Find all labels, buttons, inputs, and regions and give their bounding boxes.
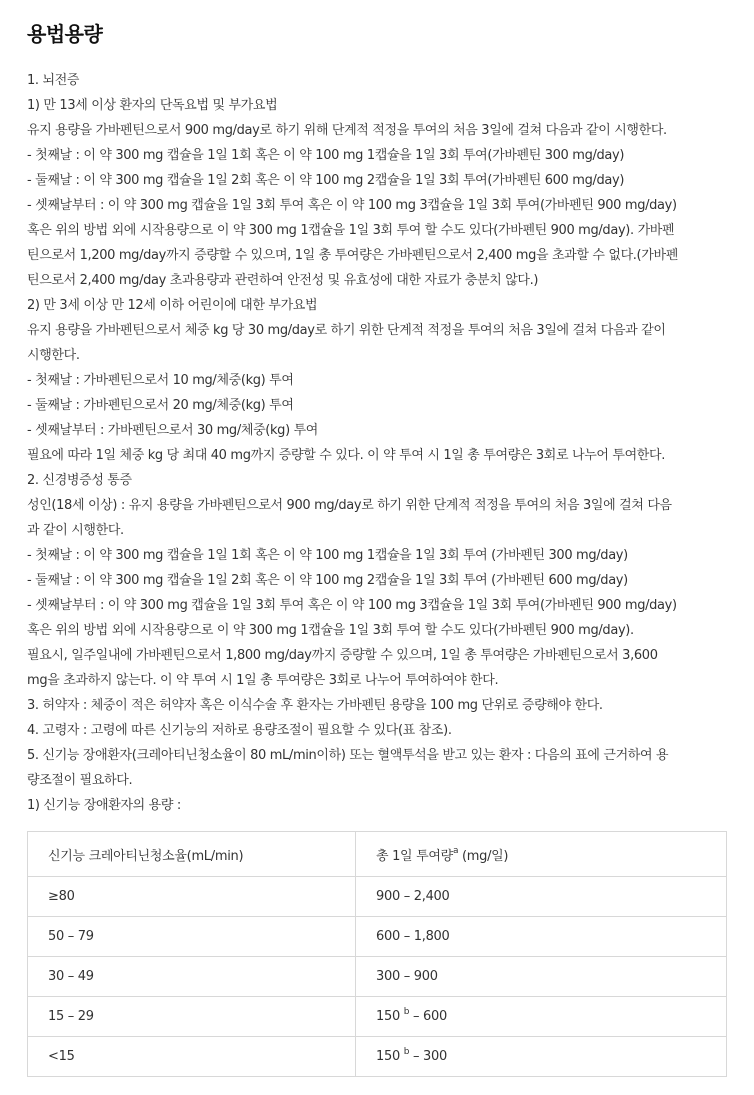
dose-value: 900 – 2,400 [376,889,450,904]
text-line: 혹은 위의 방법 외에 시작용량으로 이 약 300 mg 1캡슐을 1일 3회 투여 할 수도 있다(가바펜틴 900 mg/day). [27,623,634,638]
dose-value-max: – 300 [409,1049,447,1064]
text-line: 량조절이 필요하다. [27,773,133,788]
renal-dose-table [27,831,727,1077]
dose-cell [356,1037,727,1077]
table-header-row [28,832,727,877]
text-line: 1. 뇌전증 [27,73,80,88]
section-title: 용법용량 [27,22,103,46]
dosage-body [27,68,727,818]
text-line: 5. 신기능 장애환자(크레아티닌청소율이 80 mL/min이하) 또는 혈액투석을 받고 있는 환자 : 다음의 표에 근거하여 용 [27,748,669,763]
text-line: - 셋째날부터 : 가바펜틴으로서 30 mg/체중(kg) 투여 [27,423,319,438]
clearance-cell: <15 [28,1037,356,1077]
text-line: 4. 고령자 : 고령에 따른 신기능의 저하로 용량조절이 필요할 수 있다(표 참조). [27,723,452,738]
dose-value: 300 – 900 [376,969,438,984]
clearance-cell: 50 – 79 [28,917,356,957]
text-line: - 첫째날 : 가바펜틴으로서 10 mg/체중(kg) 투여 [27,373,294,388]
dose-value-max: – 600 [409,1009,447,1024]
text-line: 과 같이 시행한다. [27,523,124,538]
text-line: 틴으로서 2,400 mg/day 초과용량과 관련하여 안전성 및 유효성에 대한 자료가 충분치 않다.) [27,273,539,288]
header-daily-dose [356,832,727,877]
text-line: 혹은 위의 방법 외에 시작용량으로 이 약 300 mg 1캡슐을 1일 3회 투여 할 수도 있다(가바펜틴 900 mg/day). 가바펜 [27,223,675,238]
text-line: - 셋째날부터 : 이 약 300 mg 캡슐을 1일 3회 투여 혹은 이 약 100 mg 3캡슐을 1일 3회 투여(가바펜틴 900 mg/day) [27,198,677,213]
text-line: 1) 만 13세 이상 환자의 단독요법 및 부가요법 [27,98,278,113]
text-line: 필요시, 일주일내에 가바펜틴으로서 1,800 mg/day까지 증량할 수 있으며, 1일 총 투여량은 가바펜틴으로서 3,600 [27,648,658,663]
footnote-marker: b [403,1046,410,1057]
dose-cell [356,957,727,997]
clearance-cell: 15 – 29 [28,997,356,1037]
text-line: 유지 용량을 가바펜틴으로서 체중 kg 당 30 mg/day로 하기 위한 단계적 적정을 투여의 처음 3일에 걸쳐 다음과 같이 [27,323,666,338]
text-line: 필요에 따라 1일 체중 kg 당 최대 40 mg까지 증량할 수 있다. 이 약 투여 시 1일 총 투여량은 3회로 나누어 투여한다. [27,448,666,463]
text-line: 성인(18세 이상) : 유지 용량을 가바펜틴으로서 900 mg/day로 하기 위한 단계적 적정을 투여의 처음 3일에 걸쳐 다음 [27,498,672,513]
header-clearance: 신기능 크레아티닌청소율(mL/min) [28,832,356,877]
dose-cell [356,997,727,1037]
text-line: - 첫째날 : 이 약 300 mg 캡슐을 1일 1회 혹은 이 약 100 mg 1캡슐을 1일 3회 투여(가바펜틴 300 mg/day) [27,148,625,163]
text-line: 3. 허약자 : 체중이 적은 허약자 혹은 이식수술 후 환자는 가바펜틴 용량을 100 mg 단위로 증량해야 한다. [27,698,603,713]
dose-value: 150 [376,1009,404,1024]
text-line: 시행한다. [27,348,80,363]
footnote-marker: a [452,846,459,857]
clearance-cell: 30 – 49 [28,957,356,997]
text-line: - 첫째날 : 이 약 300 mg 캡슐을 1일 1회 혹은 이 약 100 mg 1캡슐을 1일 3회 투여 (가바펜틴 300 mg/day) [27,548,628,563]
header-daily-dose-unit: (mg/일) [458,848,509,864]
footnote-marker: b [403,1006,410,1017]
text-line: 유지 용량을 가바펜틴으로서 900 mg/day로 하기 위해 단계적 적정을 투여의 처음 3일에 걸쳐 다음과 같이 시행한다. [27,123,667,138]
table-row [28,1037,727,1077]
dose-value: 600 – 1,800 [376,929,450,944]
table-row [28,997,727,1037]
dose-value: 150 [376,1049,404,1064]
dose-cell [356,877,727,917]
table-row [28,917,727,957]
text-line: 2. 신경병증성 통증 [27,473,132,488]
text-line: mg을 초과하지 않는다. 이 약 투여 시 1일 총 투여량은 3회로 나누어 투여하여야 한다. [27,673,499,688]
dose-cell [356,917,727,957]
text-line: 틴으로서 1,200 mg/day까지 증량할 수 있으며, 1일 총 투여량은 가바펜틴으로서 2,400 mg을 초과할 수 없다.(가바펜 [27,248,678,263]
header-daily-dose-label: 총 1일 투여량 [376,848,453,864]
clearance-cell: ≥80 [28,877,356,917]
text-line: 2) 만 3세 이상 만 12세 이하 어린이에 대한 부가요법 [27,298,318,313]
text-line: - 둘째날 : 가바펜틴으로서 20 mg/체중(kg) 투여 [27,398,294,413]
text-line: - 둘째날 : 이 약 300 mg 캡슐을 1일 2회 혹은 이 약 100 mg 2캡슐을 1일 3회 투여(가바펜틴 600 mg/day) [27,173,625,188]
text-line: 1) 신기능 장애환자의 용량 : [27,798,181,813]
text-line: - 셋째날부터 : 이 약 300 mg 캡슐을 1일 3회 투여 혹은 이 약 100 mg 3캡슐을 1일 3회 투여(가바펜틴 900 mg/day) [27,598,677,613]
table-row [28,877,727,917]
table-row [28,957,727,997]
text-line: - 둘째날 : 이 약 300 mg 캡슐을 1일 2회 혹은 이 약 100 mg 2캡슐을 1일 3회 투여 (가바펜틴 600 mg/day) [27,573,628,588]
